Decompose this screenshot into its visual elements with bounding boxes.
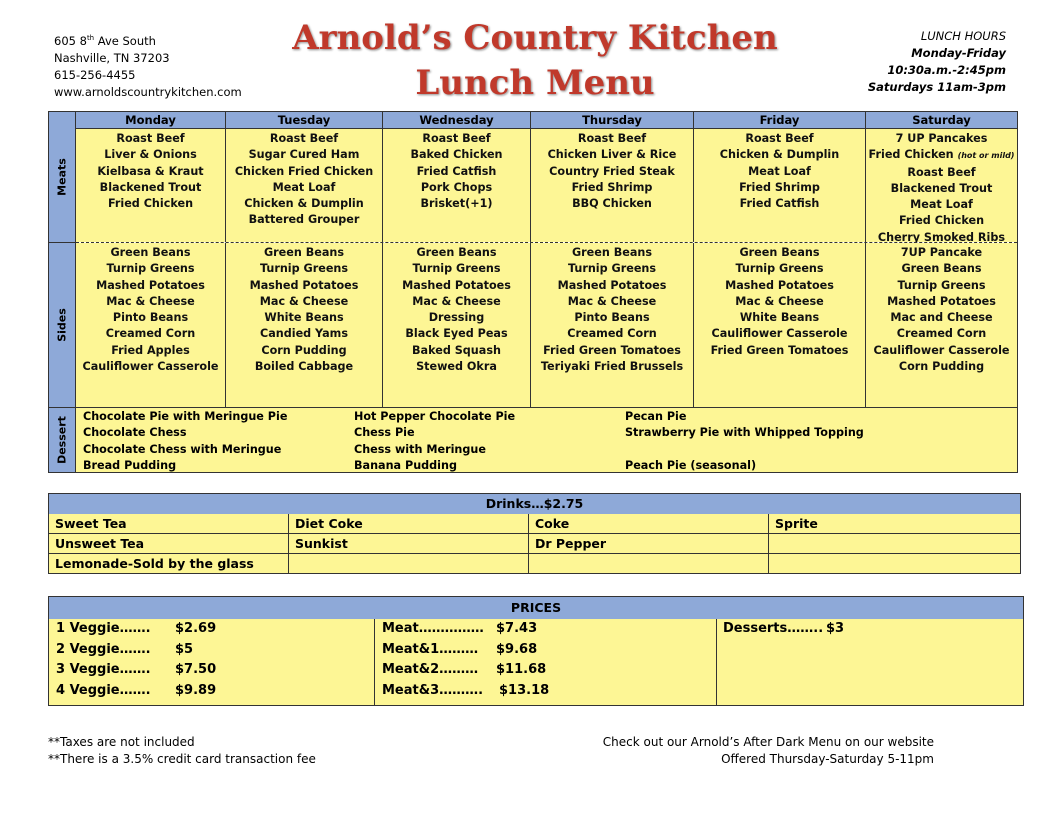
menu-item: Blackened Trout: [890, 181, 993, 195]
menu-item: Kielbasa & Kraut: [97, 164, 204, 178]
menu-item: Mac and Cheese: [890, 311, 993, 324]
hours-days: Monday-Friday: [911, 46, 1006, 60]
menu-item: Fried Green Tomatoes: [543, 343, 681, 357]
drink-cell: Unsweet Tea: [49, 534, 289, 554]
dessert-item: Bread Pudding: [83, 458, 177, 472]
weekly-menu-table: [48, 111, 1018, 473]
menu-item: Corn Pudding: [898, 359, 985, 373]
drink-cell: [529, 554, 769, 574]
menu-item: Fried Catfish: [416, 164, 497, 178]
menu-item: Meat Loaf: [272, 180, 336, 194]
menu-item: Fried Chicken (hot or mild): [868, 148, 1015, 162]
menu-item: 7 UP Pancakes: [895, 132, 988, 145]
price-row: Meat&3………. $13.18: [382, 683, 550, 698]
dessert-item: Peach Pie (seasonal): [625, 458, 757, 472]
dessert-item: Banana Pudding: [354, 458, 457, 472]
menu-item: Turnip Greens: [106, 262, 195, 276]
city-state-zip: Nashville, TN 37203: [54, 50, 170, 65]
price-row: 4 Veggie……. $9.89: [56, 683, 217, 698]
menu-item: Turnip Greens: [897, 278, 986, 292]
sides-wednesday: [383, 243, 531, 407]
menu-item: Roast Beef: [116, 132, 185, 145]
meats-thursday: [531, 129, 694, 242]
dessert-label: Dessert: [49, 407, 76, 472]
menu-item: Pinto Beans: [112, 311, 189, 324]
menu-item: Chicken & Dumplin: [244, 197, 364, 210]
menu-item: Candied Yams: [260, 327, 348, 341]
prices-table: [48, 596, 1024, 706]
price-row: 3 Veggie……. $7.50: [56, 662, 217, 677]
menu-item: Green Beans: [110, 246, 191, 259]
address-block: [54, 30, 242, 101]
meats-wednesday: [383, 129, 531, 242]
menu-item: Mashed Potatoes: [402, 278, 511, 292]
drink-cell: Diet Coke: [289, 514, 529, 534]
meats-label: Meats: [49, 112, 76, 242]
menu-item: Cauliflower Casserole: [711, 327, 848, 341]
prices-grid: [49, 619, 1023, 705]
dessert-item: Strawberry Pie with Whipped Topping: [625, 426, 864, 440]
drink-cell: Sunkist: [289, 534, 529, 554]
hours-saturday: Saturdays 11am-3pm: [867, 80, 1006, 94]
dessert-item: Chocolate Chess: [83, 426, 187, 440]
menu-item: Mashed Potatoes: [557, 278, 667, 292]
drink-cell: [769, 554, 1020, 574]
menu-item: Mac & Cheese: [412, 294, 501, 308]
meats-tuesday: [226, 129, 383, 242]
menu-item: Green Beans: [416, 246, 497, 259]
footer-notes: [48, 734, 316, 768]
drinks-table: [48, 493, 1021, 574]
restaurant-name: Arnold’s Country Kitchen: [292, 18, 778, 58]
drink-cell: Sprite: [769, 514, 1020, 534]
menu-item: Green Beans: [901, 262, 982, 276]
menu-item: Fried Shrimp: [739, 180, 820, 194]
price-row: Desserts…….. $3: [723, 621, 845, 636]
menu-item: Stewed Okra: [416, 359, 497, 373]
menu-item: Baked Chicken: [410, 148, 503, 162]
menu-item: Roast Beef: [745, 132, 814, 145]
price-row: 1 Veggie……. $2.69: [56, 621, 217, 636]
drinks-grid: [49, 514, 1020, 573]
menu-item: Baked Squash: [412, 343, 501, 357]
day-header-thursday: Thursday: [531, 112, 694, 129]
price-row: Meat…………… $7.43: [382, 621, 538, 636]
dessert-column-3: [625, 409, 864, 474]
menu-item: Cherry Smoked Ribs: [877, 230, 1006, 244]
menu-item: Turnip Greens: [259, 262, 349, 276]
menu-item: Mashed Potatoes: [249, 278, 359, 292]
menu-item: Pork Chops: [420, 180, 493, 194]
day-header-monday: Monday: [76, 112, 226, 129]
menu-item: Fried Apples: [111, 343, 190, 357]
menu-item: Turnip Greens: [735, 262, 824, 276]
menu-item: Battered Grouper: [248, 213, 360, 227]
tax-note: **Taxes are not included: [48, 735, 195, 749]
menu-item: Mashed Potatoes: [887, 294, 996, 308]
drink-cell: Dr Pepper: [529, 534, 769, 554]
dessert-item: Chocolate Chess with Meringue: [83, 442, 282, 456]
menu-item: Sugar Cured Ham: [248, 148, 360, 162]
dessert-column-2: [354, 409, 515, 474]
menu-item: Corn Pudding: [261, 343, 347, 357]
menu-item: Roast Beef: [907, 165, 976, 179]
menu-item: Mac & Cheese: [106, 294, 195, 308]
drink-cell: [289, 554, 529, 574]
menu-item: 7UP Pancake: [900, 246, 983, 259]
menu-item: Brisket(+1): [420, 197, 493, 210]
menu-item: Creamed Corn: [896, 327, 987, 341]
menu-item: Mac & Cheese: [259, 294, 349, 308]
sides-tuesday: [226, 243, 383, 407]
street-address: 605 8th Ave South: [54, 33, 156, 48]
sides-saturday: [866, 243, 1017, 407]
menu-item: Meat Loaf: [910, 198, 973, 211]
hours-title: LUNCH HOURS: [920, 29, 1006, 43]
menu-item: Fried Chicken: [898, 214, 985, 228]
drink-cell: Sweet Tea: [49, 514, 289, 534]
sides-thursday: [531, 243, 694, 407]
menu-item: Creamed Corn: [105, 327, 196, 341]
menu-item: Pinto Beans: [574, 311, 650, 324]
menu-item: Country Fried Steak: [549, 164, 675, 178]
dessert-item: Chess Pie: [354, 426, 415, 440]
price-row: 2 Veggie……. $5: [56, 642, 194, 657]
after-dark-days: Offered Thursday-Saturday 5-11pm: [721, 752, 934, 766]
hours-times: 10:30a.m.-2:45pm: [887, 63, 1006, 77]
menu-item: Roast Beef: [577, 132, 647, 145]
menu-item: Blackened Trout: [99, 180, 202, 194]
menu-item: Mac & Cheese: [735, 294, 824, 308]
menu-title: Lunch Menu: [415, 63, 655, 103]
menu-item: White Beans: [264, 311, 344, 324]
menu-item: Cauliflower Casserole: [873, 343, 1010, 357]
menu-item: White Beans: [739, 311, 820, 324]
menu-item: Black Eyed Peas: [405, 327, 508, 341]
phone-number: 615-256-4455: [54, 67, 136, 82]
dessert-item: Pecan Pie: [625, 410, 687, 423]
price-row: Meat&1……… $9.68: [382, 642, 538, 657]
drink-cell: [769, 534, 1020, 554]
menu-item: Liver & Onions: [104, 148, 197, 162]
website: www.arnoldscountrykitchen.com: [54, 84, 242, 99]
menu-item: Teriyaki Fried Brussels: [540, 359, 684, 373]
dessert-item: Chess with Meringue: [354, 442, 486, 456]
menu-item: Creamed Corn: [567, 327, 657, 341]
menu-item: Green Beans: [571, 246, 653, 259]
drink-cell: Lemonade-Sold by the glass: [49, 554, 289, 574]
menu-item: Turnip Greens: [412, 262, 501, 276]
meats-saturday: [866, 129, 1017, 242]
menu-item: Boiled Cabbage: [254, 359, 354, 373]
dessert-item: Hot Pepper Chocolate Pie: [354, 410, 516, 423]
menu-item: Roast Beef: [269, 132, 339, 145]
menu-item: Mashed Potatoes: [96, 278, 205, 292]
after-dark-note: [603, 734, 934, 768]
day-header-wednesday: Wednesday: [383, 112, 531, 129]
sides-monday: [76, 243, 226, 407]
menu-item: BBQ Chicken: [572, 197, 652, 210]
menu-item: Mac & Cheese: [567, 294, 657, 308]
day-header-saturday: Saturday: [866, 112, 1017, 129]
day-header-tuesday: Tuesday: [226, 112, 383, 129]
meats-monday: [76, 129, 226, 242]
dessert-item: Chocolate Pie with Meringue Pie: [83, 410, 288, 423]
veggie-prices: [49, 619, 375, 705]
menu-item: Meat Loaf: [748, 164, 811, 178]
dessert-item: [625, 442, 864, 458]
lunch-hours: [868, 28, 1006, 96]
menu-item: Turnip Greens: [567, 262, 657, 276]
sides-friday: [694, 243, 866, 407]
menu-item: Green Beans: [263, 246, 345, 259]
sides-label: Sides: [49, 242, 76, 407]
meat-prices: [375, 619, 717, 705]
menu-item: Fried Green Tomatoes: [710, 343, 849, 357]
menu-item: Chicken Fried Chicken: [234, 164, 374, 178]
prices-header: PRICES: [49, 597, 1023, 620]
dessert-prices: [717, 619, 1023, 705]
menu-item: Mashed Potatoes: [725, 278, 834, 292]
drinks-header: Drinks…$2.75: [49, 494, 1020, 515]
menu-item: Chicken & Dumplin: [719, 148, 840, 162]
menu-item: Cauliflower Casserole: [82, 359, 219, 373]
menu-item: Fried Chicken: [107, 197, 194, 210]
price-row: Meat&2……… $11.68: [382, 662, 547, 677]
menu-item: Green Beans: [739, 246, 820, 259]
drink-cell: Coke: [529, 514, 769, 534]
after-dark-text: Check out our Arnold’s After Dark Menu on our website: [602, 735, 934, 749]
meats-friday: [694, 129, 866, 242]
heat-note: (hot or mild): [957, 151, 1015, 161]
menu-item: Dressing: [428, 311, 485, 324]
menu-item: Fried Catfish: [739, 197, 820, 210]
dessert-row: [76, 407, 1017, 472]
menu-item: Chicken Liver & Rice: [547, 148, 677, 162]
fee-note: **There is a 3.5% credit card transaction fee: [48, 752, 316, 766]
menu-item: Fried Shrimp: [571, 180, 653, 194]
dessert-column-1: [83, 409, 287, 474]
day-header-friday: Friday: [694, 112, 866, 129]
menu-item: Roast Beef: [422, 132, 491, 145]
